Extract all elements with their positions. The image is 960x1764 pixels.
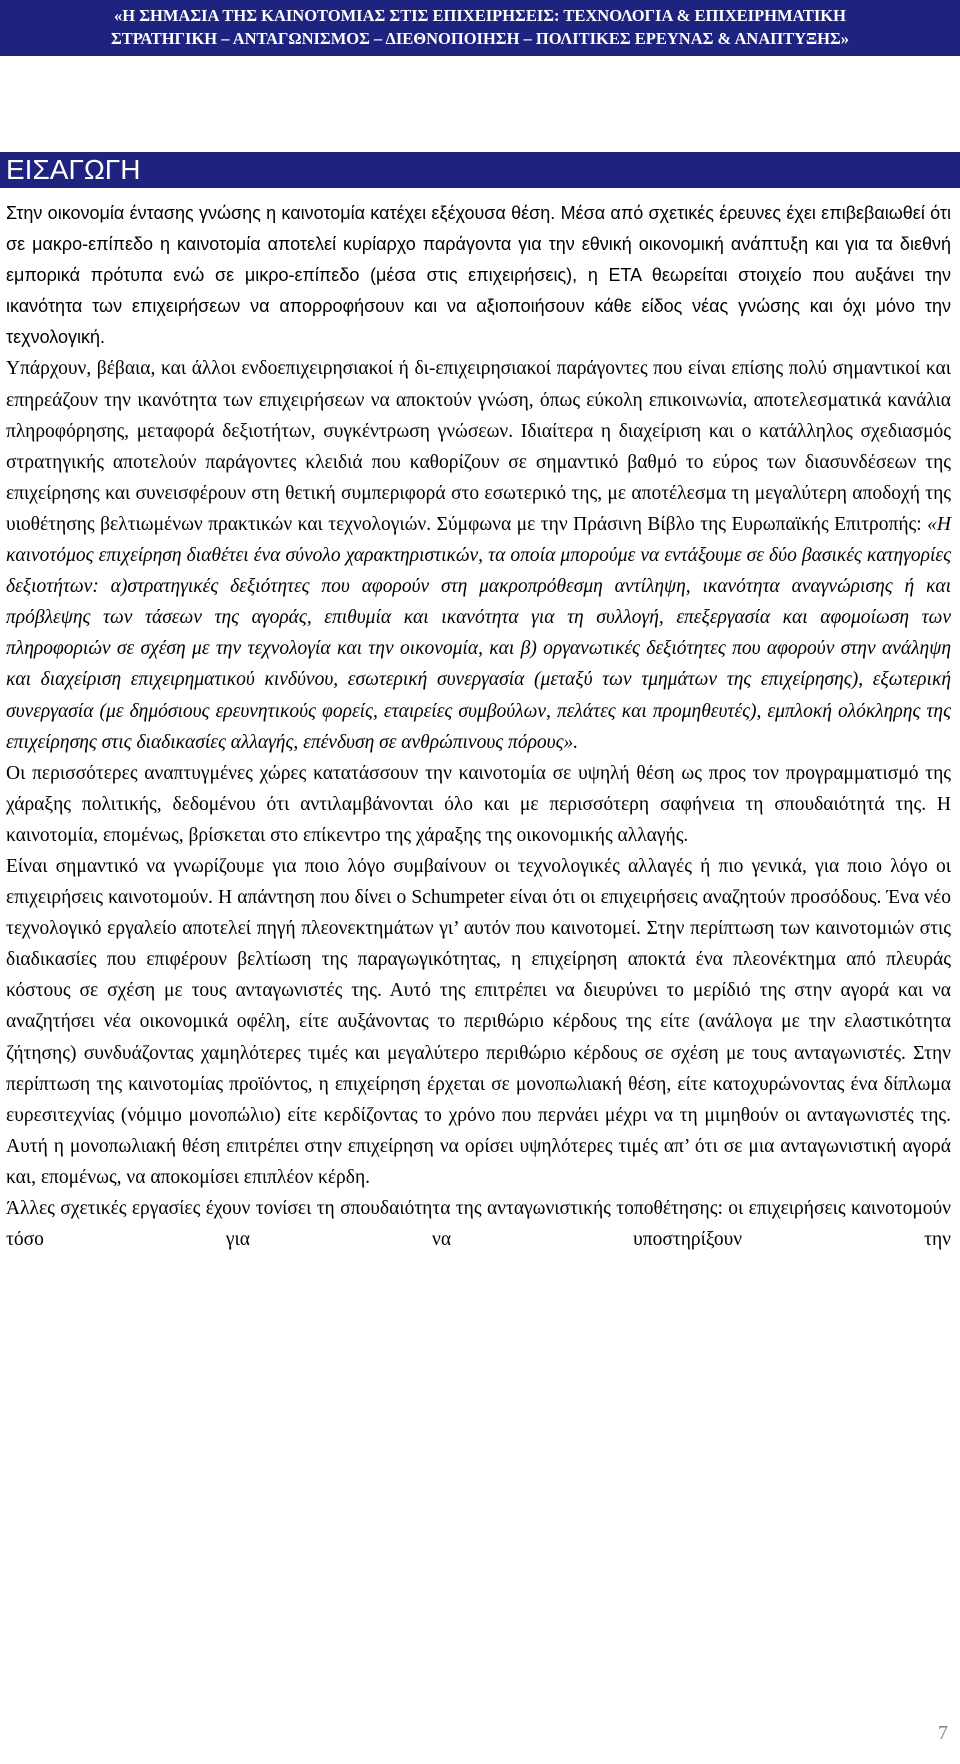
paragraph-2-text: Υπάρχουν, βέβαια, και άλλοι ενδοεπιχειρησιακοί ή δι-επιχειρησιακοί παράγοντες που είναι επίσης πολύ σημαντικοί και επηρεάζουν την ικανότητα των επιχειρήσεων να αποκτούν γνώση, όπως εύκολη επικοινωνία, αποτελεσματικά κανάλια πληροφόρησης, μεταφορά δεξιοτήτων, συγκέντρωση γνώσεων. Ιδιαίτερα η διαχείριση και ο κατάλληλος σχεδιασμός στρατηγικής αποτελούν παράγοντες κλειδιά που καθορίζουν σε σημαντικό βαθμό το εύρος των διασυνδέσεων της επιχείρησης και συνεισφέρουν στη θετική συμπεριφορά στο εσωτερικό της, με αποτέλεσμα τη μεγαλύτερη αποδοχή της υιοθέτησης βελτιωμένων πρακτικών και τεχνολογιών. Σύμφωνα με την Πράσινη Βίβλο της Ευρωπαϊκής Επιτροπής: bbox=[6, 358, 951, 535]
document-header bbox=[0, 0, 960, 56]
header-line-1: «Η ΣΗΜΑΣΙΑ ΤΗΣ ΚΑΙΝΟΤΟΜΙΑΣ ΣΤΙΣ ΕΠΙΧΕΙΡΗΣΕΙΣ: ΤΕΧΝΟΛΟΓΙΑ & ΕΠΙΧΕΙΡΗΜΑΤΙΚΗ bbox=[114, 6, 846, 25]
section-title: ΕΙΣΑΓΩΓΗ bbox=[0, 152, 960, 188]
paragraph-3: Οι περισσότερες αναπτυγμένες χώρες κατατάσσουν την καινοτομία σε υψηλή θέση ως προς τον προγραμματισμό της χάραξης πολιτικής, δεδομένου ότι αντιλαμβάνονται όλο και με περισσότερη σαφήνεια τη σπουδαιότητά της. Η καινοτομία, επομένως, βρίσκεται στο επίκεντρο της χάραξης της οικονομικής αλλαγής. bbox=[6, 762, 951, 846]
paragraph-1: Στην οικονομία έντασης γνώσης η καινοτομία κατέχει εξέχουσα θέση. Μέσα από σχετικές έρευνες έχει επιβεβαιωθεί ότι σε μακρο-επίπεδο η καινοτομία αποτελεί κυρίαρχο παράγοντα για την εθνική οικονομική ανάπτυξη και για τα διεθνή εμπορικά πρότυπα ενώ σε μικρο-επίπεδο (μέσα στις επιχειρήσεις), η ΕΤΑ θεωρείται στοιχείο που αυξάνει την ικανότητα των επιχειρήσεων να απορροφήσουν και να αξιοποιήσουν κάθε είδος νέας γνώσης και όχι μόνο την τεχνολογική. bbox=[6, 203, 951, 348]
paragraph-4: Είναι σημαντικό να γνωρίζουμε για ποιο λόγο συμβαίνουν οι τεχνολογικές αλλαγές ή πιο γενικά, για ποιο λόγο οι επιχειρήσεις καινοτομούν. Η απάντηση που δίνει ο Schumpeter είναι ότι οι επιχειρήσεις αναζητούν προσόδους. Ένα νέο τεχνολογικό εργαλείο αποτελεί πηγή πλεονεκτημάτων γι’ αυτόν που καινοτομεί. Στην περίπτωση των καινοτομιών στις διαδικασίες που επιφέρουν βελτίωση της παραγωγικότητας, η επιχείρηση αποκτά ένα πλεονέκτημα από πλευράς κόστους σε σχέση με τους ανταγωνιστές της. Αυτό της επιτρέπει να διευρύνει το μερίδιό της στην αγορά και να αναζητήσει νέα οικονομικά οφέλη, είτε αυξάνοντας το περιθώριο κέρδους της είτε (ανάλογα με την ελαστικότητα ζήτησης) συνδυάζοντας χαμηλότερες τιμές και μεγαλύτερο περιθώριο κέρδους σε σχέση με τους ανταγωνιστές. Στην περίπτωση της καινοτομίας προϊόντος, η επιχείρηση έρχεται σε μονοπωλιακή θέση, είτε κατοχυρώνοντας ένα δίπλωμα ευρεσιτεχνίας (νόμιμο μονοπώλιο) είτε κερδίζοντας το χρόνο που περνάει μέχρι να τη μιμηθούν οι ανταγωνιστές της. Αυτή η μονοπωλιακή θέση επιτρέπει στην επιχείρηση να ορίσει υψηλότερες τιμές απ’ ότι σε μια ανταγωνιστική αγορά και, επομένως, να αποκομίσει επιπλέον κέρδη. bbox=[6, 855, 951, 1188]
page-number: 7 bbox=[938, 1722, 948, 1744]
header-line-2: ΣΤΡΑΤΗΓΙΚΗ – ΑΝΤΑΓΩΝΙΣΜΟΣ – ΔΙΕΘΝΟΠΟΙΗΣΗ – ΠΟΛΙΤΙΚΕΣ ΕΡΕΥΝΑΣ & ΑΝΑΠΤΥΞΗΣ» bbox=[110, 29, 850, 48]
paragraph-2-quote: «Η καινοτόμος επιχείρηση διαθέτει ένα σύνολο χαρακτηριστικών, τα οποία μπορούμε να εντάξουμε σε δύο βασικές κατηγορίες δεξιοτήτων: α)στρατηγικές δεξιότητες που αφορούν στη μακροπρόθεσμη αντίληψη, ικανότητα αναγνώρισης ή και πρόβλεψης των τάσεων της αγοράς, επιθυμία και ικανότητα για τη συλλογή, επεξεργασία και αφομοίωση των πληροφοριών σε σχέση με την τεχνολογία και την οικονομία, και β) οργανωτικές δεξιότητες που αφορούν στην ανάληψη και διαχείριση επιχειρηματικού κινδύνου, εσωτερική συνεργασία (μεταξύ των τμημάτων της επιχείρησης), εξωτερική συνεργασία (με δημόσιους ερευνητικούς φορείς, εταιρείες συμβούλων, πελάτες και προμηθευτές), εμπλοκή ολόκληρης της επιχείρησης στις διαδικασίες αλλαγής, επένδυση σε ανθρώπινους πόρους». bbox=[6, 513, 951, 753]
paragraph-5: Άλλες σχετικές εργασίες έχουν τονίσει τη σπουδαιότητα της ανταγωνιστικής τοποθέτησης: οι επιχειρήσεις καινοτομούν τόσο για να υποστηρίξουν την bbox=[6, 1198, 951, 1251]
paragraph-2 bbox=[6, 353, 951, 757]
body-text bbox=[6, 198, 951, 1255]
